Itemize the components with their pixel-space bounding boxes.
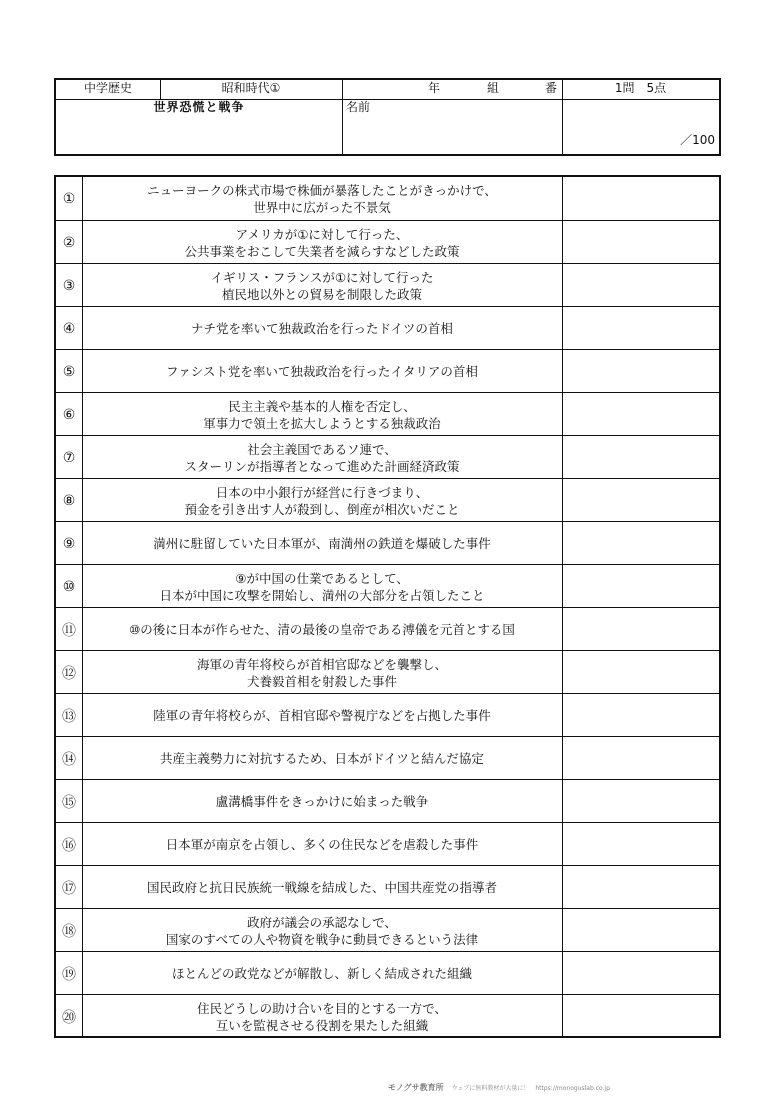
number-label: 番 [545,81,558,95]
question-row [56,779,719,822]
answer-field[interactable] [562,952,719,995]
question-text [82,737,562,780]
question-text [82,393,562,436]
question-number: ⑦ [62,449,76,466]
question-line: 陸軍の青年将校らが、首相官邸や警視庁などを占拠した事件 [153,708,491,723]
question-number: ⑳ [62,1009,76,1026]
answer-field[interactable] [562,307,719,350]
question-line: アメリカが①に対して行った、 [235,226,409,242]
question-line: ファシスト党を率いて独裁政治を行ったイタリアの首相 [166,364,478,379]
answer-field[interactable] [562,780,719,823]
answer-field[interactable] [562,522,719,565]
question-number: ⑪ [62,622,76,639]
question-line: 政府が議会の承認なしで、 [247,914,397,930]
question-number: ⑧ [62,492,76,509]
question-text [82,995,562,1038]
question-number: ⑭ [62,751,76,768]
question-line: 住民どうしの助け合いを目的とする一方で、 [197,1000,447,1016]
question-row [56,693,719,736]
question-text [82,177,562,220]
question-text [82,350,562,393]
answer-field[interactable] [562,350,719,393]
score-total: ／100 [680,133,715,147]
footer-logo: モノグサ教育所 [388,1083,444,1092]
question-number: ③ [62,277,76,294]
answer-field[interactable] [562,393,719,436]
question-number: ⑤ [62,363,76,380]
answer-field[interactable] [562,479,719,522]
question-row [56,822,719,865]
question-row [56,908,719,951]
answer-field[interactable] [562,694,719,737]
answer-field[interactable] [562,177,719,220]
class-info [342,80,562,99]
question-text [82,565,562,608]
question-number: ⑲ [62,966,76,983]
question-line: 海軍の青年将校らが首相官邸などを襲撃し、 [196,656,447,672]
question-number: ⑩ [62,578,76,595]
question-row [56,994,719,1037]
question-line: ニューヨークの株式市場で株価が暴落したことがきっかけで、 [147,182,497,198]
question-text [82,952,562,995]
question-number: ⑰ [62,880,76,897]
question-row [56,521,719,564]
question-number: ⑫ [62,665,76,682]
class-label: 組 [487,81,500,95]
question-line: 民主主義や基本的人権を否定し、 [228,398,416,414]
question-line: スターリンが指導者となって進めた計画経済政策 [184,458,460,474]
question-line: 公共事業をおこして失業者を減らすなどした政策 [184,243,460,259]
answer-field[interactable] [562,995,719,1038]
question-text [82,307,562,350]
question-line: 日本が中国に攻撃を開始し、満州の大部分を占領したこと [159,587,485,603]
question-row [56,392,719,435]
question-line: 国家のすべての人や物資を戦争に動員できるという法律 [165,931,479,947]
question-row [56,220,719,263]
question-row [56,607,719,650]
answer-field[interactable] [562,737,719,780]
answer-field[interactable] [562,608,719,651]
question-text [82,651,562,694]
question-line: ナチ党を率いて独裁政治を行ったドイツの首相 [191,321,453,336]
answer-field[interactable] [562,264,719,307]
year-label: 年 [428,81,441,95]
answer-field[interactable] [562,565,719,608]
question-line: 日本軍が南京を占領し、多くの住民などを虐殺した事件 [165,837,479,852]
answer-field[interactable] [562,221,719,264]
question-text [82,866,562,909]
question-row [56,951,719,994]
question-line: イギリス・フランスが①に対して行った [210,269,434,285]
question-row [56,177,719,220]
question-number: ⑥ [62,406,76,423]
question-number: ② [62,234,76,251]
question-row [56,564,719,607]
answer-field[interactable] [562,436,719,479]
question-row [56,349,719,392]
question-number: ⑬ [62,708,76,725]
question-line: 預金を引き出す人が殺到し、倒産が相次いだこと [184,501,460,517]
question-row [56,478,719,521]
question-text [82,479,562,522]
question-text [82,608,562,651]
question-line: 犬養毅首相を射殺した事件 [246,673,397,689]
question-line: 日本の中小銀行が経営に行きづまり、 [215,484,429,500]
question-line: ⑩の後に日本が作らせた、清の最後の皇帝である溥儀を元首とする国 [129,622,515,637]
question-text [82,909,562,952]
footer-text: ウェブに無料教材が大量に！ https://monoguslab.co.jp [451,1085,610,1092]
question-line: 植民地以外との貿易を制限した政策 [221,286,422,302]
question-text [82,264,562,307]
question-line: 共産主義勢力に対抗するため、日本がドイツと結んだ協定 [160,751,484,766]
question-table [54,175,721,1038]
name-label: 名前 [346,100,371,114]
question-line: 国民政府と抗日民族統一戦線を結成した、中国共産党の指導者 [146,880,497,895]
footer [388,1082,768,1098]
question-number: ⑨ [62,535,76,552]
question-row [56,736,719,779]
question-line: 互いを監視させる役割を果たした組織 [215,1017,429,1033]
question-line: ほとんどの政党などが解散し、新しく結成された組織 [171,966,472,981]
question-row [56,650,719,693]
answer-field[interactable] [562,866,719,909]
question-number: ④ [62,320,76,337]
question-row [56,306,719,349]
question-line: 世界中に広がった不景気 [253,199,391,215]
answer-field[interactable] [562,651,719,694]
question-text [82,780,562,823]
question-number: ⑮ [62,794,76,811]
question-line: 軍事力で領土を拡大しようとする独裁政治 [203,415,441,431]
era-label: 昭和時代① [221,81,281,95]
question-line: 社会主義国であるソ連で、 [247,441,397,457]
answer-field[interactable] [562,909,719,952]
question-row [56,435,719,478]
question-line: ⑨が中国の仕業であるとして、 [235,570,409,586]
answer-field[interactable] [562,823,719,866]
question-number: ⑱ [62,923,76,940]
question-row [56,865,719,908]
worksheet-header [54,78,721,156]
score-rule: 1問 5点 [614,81,667,95]
page-title: 世界恐慌と戦争 [153,100,245,114]
question-number: ⑯ [62,837,76,854]
question-number: ① [62,190,76,207]
question-text [82,823,562,866]
subject-label: 中学歴史 [83,81,132,95]
question-row [56,263,719,306]
question-text [82,522,562,565]
question-text [82,694,562,737]
question-line: 満州に駐留していた日本軍が、南満州の鉄道を爆破した事件 [153,536,491,551]
question-text [82,436,562,479]
question-text [82,221,562,264]
question-line: 盧溝橋事件をきっかけに始まった戦争 [215,794,429,809]
